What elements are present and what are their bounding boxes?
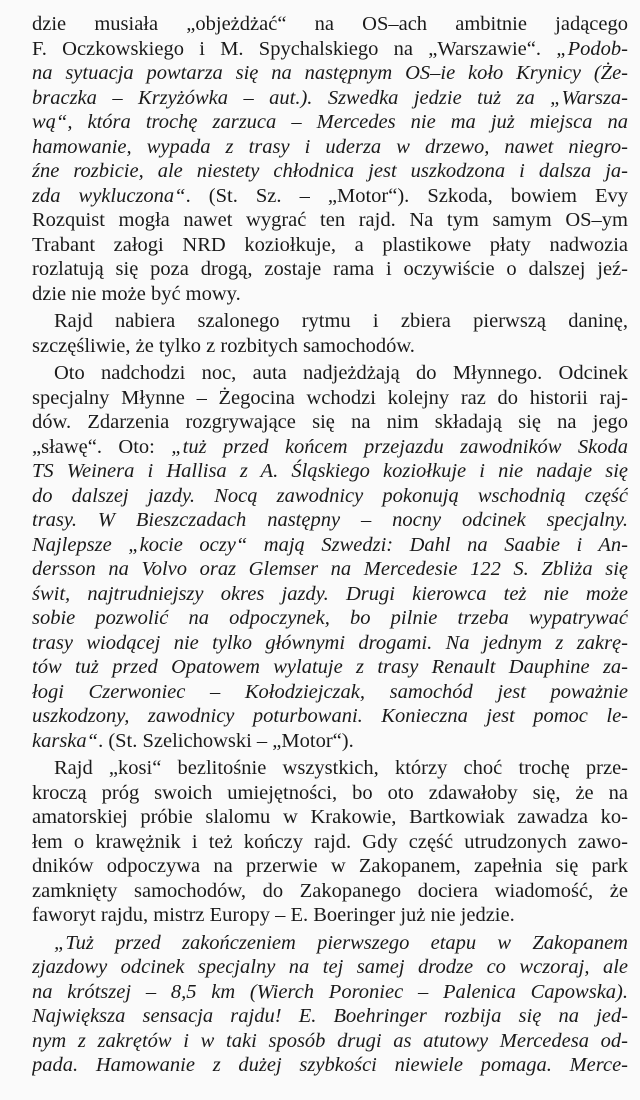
italic-quote-text: tów tuż przed Opatowem wylatuje z trasy Renault Dauphine za- xyxy=(32,656,628,678)
italic-quote-text: trasy. W Bieszczadach następny – nocny odcinek specjalny. xyxy=(32,509,628,531)
text-line xyxy=(32,980,628,1005)
body-text: zamknięty samochodów, do Zakopanego dociera wiadomość, że xyxy=(32,879,628,902)
text-line xyxy=(32,631,628,656)
italic-quote-text: na krótszej – 8,5 km (Wierch Poroniec – Palenica Capowska). xyxy=(32,980,628,1003)
body-text: Oto nadchodzi noc, auta nadjeżdżają do Młynnego. Odcinek xyxy=(54,362,628,384)
italic-quote-text: „Podob- xyxy=(556,37,628,60)
text-line xyxy=(32,508,628,533)
text-line xyxy=(32,135,628,160)
text-line xyxy=(32,61,628,86)
text-line xyxy=(32,282,628,307)
italic-quote-text: hamowanie, wypada z trasy i uderza w drzewo, nawet niegro- xyxy=(32,135,628,158)
body-text: Rozquist mogła nawet wygrać ten rajd. Na tym samym OS–ym xyxy=(32,209,628,231)
text-line xyxy=(32,184,628,209)
body-text: kroczą próg swoich umiejętności, bo oto zdawałoby się, że na xyxy=(32,781,628,804)
text-line xyxy=(32,729,628,754)
text-line xyxy=(32,533,628,558)
italic-quote-text: źne rozbicie, ale niestety chłodnica jest uszkodzona i dalsza ja- xyxy=(32,160,628,182)
body-text: . (St. Szelichowski – „Motor“). xyxy=(98,729,354,752)
body-text: Rajd nabiera szalonego rytmu i zbiera pierwszą daninę, xyxy=(54,310,628,332)
text-line xyxy=(32,361,628,386)
italic-quote-text: dersson na Volvo oraz Glemser na Mercedesie 122 S. Zbliża się xyxy=(32,558,628,580)
text-line xyxy=(32,12,628,37)
text-line xyxy=(32,805,628,830)
italic-quote-text: „tuż przed końcem przejazdu zawodników Skoda xyxy=(171,435,628,458)
italic-quote-text: „Tuż przed zakończeniem pierwszego etapu w Zakopanem xyxy=(54,931,628,954)
text-line xyxy=(32,208,628,233)
body-text: Rajd „kosi“ bezlitośnie wszystkich, którzy choć trochę prze- xyxy=(54,757,628,779)
italic-quote-text: karska“ xyxy=(32,729,99,752)
italic-quote-text: braczka – Krzyżówka – aut.). Szwedka jedzie tuż za „Warsza- xyxy=(32,86,628,109)
body-text: dników odpoczywa na przerwie w Zakopanem, zapełnia się park xyxy=(32,855,628,877)
italic-quote-text: uszkodzony, zawodnicy poturbowani. Konieczna jest pomoc le- xyxy=(32,705,628,727)
body-text: łem o krawężnik i też kończy rajd. Gdy część utrudzonych zawo- xyxy=(32,830,628,853)
body-text: dów. Zdarzenia rozgrywające się na nim składają się na jego xyxy=(32,411,628,433)
text-line xyxy=(32,459,628,484)
text-line xyxy=(32,37,628,62)
body-text: F. Oczkowskiego i M. Spychalskiego na „Warszawie“. xyxy=(32,37,557,60)
italic-quote-text: sobie pozwolić na odpoczynek, bo pilnie trzeba wypatrywać xyxy=(32,607,628,629)
body-text: dzie musiała „objeżdżać“ na OS–ach ambitnie jadącego xyxy=(32,13,628,35)
text-line xyxy=(32,86,628,111)
italic-quote-text: do dalszej jazdy. Nocą zawodnicy pokonują wschodnią część xyxy=(32,484,628,507)
text-line xyxy=(32,606,628,631)
body-text: Trabant załogi NRD koziołkuje, a plastikowe płaty nadwozia xyxy=(32,233,628,256)
italic-quote-text: Najlepsze „kocie oczy“ mają Szwedzi: Dahl na Saabie i An- xyxy=(32,533,628,556)
text-line xyxy=(32,557,628,582)
text-line xyxy=(32,1053,628,1078)
text-line xyxy=(32,931,628,956)
text-line xyxy=(32,879,628,904)
text-line xyxy=(32,680,628,705)
text-line xyxy=(32,257,628,282)
text-line xyxy=(32,854,628,879)
text-line xyxy=(32,410,628,435)
body-text: dzie nie może być mowy. xyxy=(32,282,241,305)
italic-quote-text: świt, najtrudniejszy okres jazdy. Drugi kierowca też nie może xyxy=(32,582,628,605)
text-line xyxy=(32,159,628,184)
italic-quote-text: zda wykluczona“ xyxy=(32,184,186,207)
body-text: specjalny Młynne – Żegocina wchodzi kolejny raz do historii raj- xyxy=(32,386,628,409)
text-line xyxy=(32,830,628,855)
body-text: faworyt rajdu, mistrz Europy – E. Boeringer już nie jedzie. xyxy=(32,904,515,926)
body-text: „sławę“. Oto: xyxy=(32,435,172,458)
italic-quote-text: TS Weinera i Hallisa z A. Śląskiego koziołkuje i nie nadaje się xyxy=(32,460,628,482)
text-line xyxy=(32,903,628,928)
body-text: rozlatują się poza drogą, zostaje rama i oczywiście o dalszej jeź- xyxy=(32,258,628,280)
italic-quote-text: nym z zakrętów i w taki sposób drugi as atutowy Mercedesa od- xyxy=(32,1029,628,1052)
text-line xyxy=(32,756,628,781)
text-line xyxy=(32,655,628,680)
italic-quote-text: pada. Hamowanie z dużej szybkości niewiele pomaga. Merce- xyxy=(32,1054,628,1076)
italic-quote-text: Największa sensacja rajdu! E. Boehringer rozbija się na jed- xyxy=(32,1005,628,1027)
text-line xyxy=(32,484,628,509)
text-line xyxy=(32,435,628,460)
text-line xyxy=(32,334,628,359)
text-line xyxy=(32,1004,628,1029)
text-line xyxy=(32,386,628,411)
text-line xyxy=(32,781,628,806)
italic-quote-text: na sytuacja powtarza się na następnym OS–ie koło Krynicy (Że- xyxy=(32,62,628,84)
text-line xyxy=(32,1029,628,1054)
italic-quote-text: zjazdowy odcinek specjalny na tej samej drodze co wczoraj, ale xyxy=(32,956,628,978)
text-line xyxy=(32,233,628,258)
body-text: amatorskiej próbie slalomu w Krakowie, Bartkowiak zawadza ko- xyxy=(32,806,628,828)
body-text: . (St. Sz. – „Motor“). Szkoda, bowiem Evy xyxy=(185,184,628,207)
text-line xyxy=(32,582,628,607)
italic-quote-text: łogi Czerwoniec – Kołodziejczak, samochód jest poważnie xyxy=(32,680,628,703)
text-line xyxy=(32,704,628,729)
italic-quote-text: wą“, która trochę zarzuca – Mercedes nie ma już miejsca na xyxy=(32,111,628,133)
body-text: szczęśliwie, że tylko z rozbitych samochodów. xyxy=(32,334,415,357)
text-line xyxy=(32,110,628,135)
text-line xyxy=(32,955,628,980)
text-line xyxy=(32,309,628,334)
italic-quote-text: trasy wiodącej nie tylko głównymi drogami. Na jednym z zakrę- xyxy=(32,631,628,654)
